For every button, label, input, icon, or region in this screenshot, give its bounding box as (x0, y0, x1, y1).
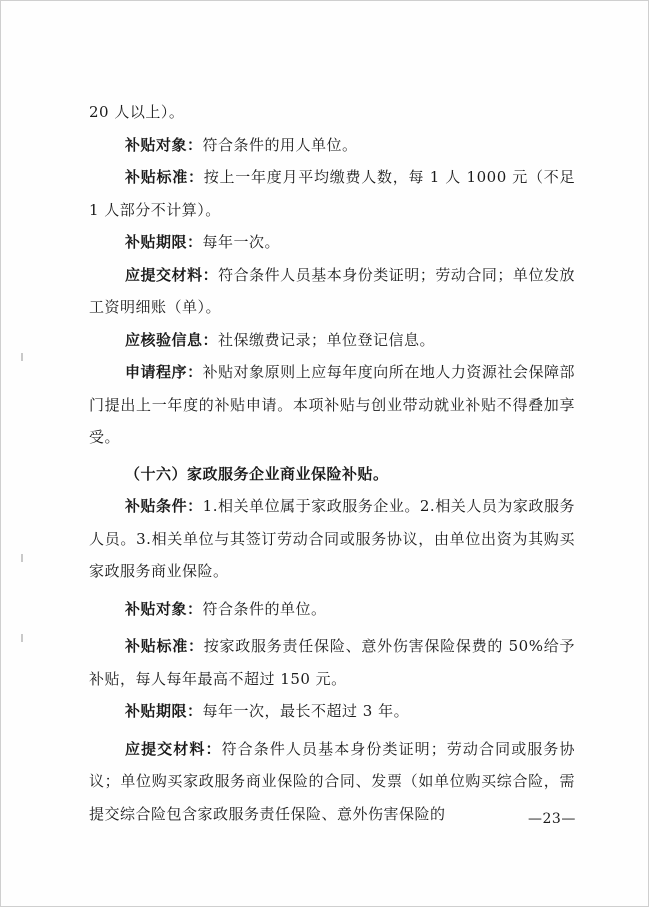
scan-edge-mark (21, 634, 23, 642)
text-subsidy-target: 符合条件的用人单位。 (202, 135, 358, 154)
text-subsidy-standard: 按上一年度月平均缴费人数，每 1 人 1000 元（不足 1 人部分不计算）。 (89, 168, 575, 219)
text-required-materials: 符合条件人员基本身份类证明；劳动合同；单位发放工资明细账（单）。 (89, 265, 575, 316)
paragraph-required-materials (89, 259, 575, 324)
label-required-materials-2: 应提交材料： (125, 739, 222, 758)
document-body (89, 96, 575, 830)
paragraph-subsidy-target-2 (89, 593, 575, 626)
continued-line (89, 96, 575, 129)
label-subsidy-period-2: 补贴期限： (125, 702, 203, 720)
text-subsidy-standard-2: 按家政服务责任保险、意外伤害保险保费的 50%给予补贴，每人每年最高不超过 150 元。 (89, 637, 575, 688)
paragraph-application-procedure (89, 356, 575, 454)
label-subsidy-conditions: 补贴条件： (125, 497, 203, 515)
paragraph-subsidy-standard (89, 161, 575, 226)
label-subsidy-period: 补贴期限： (125, 233, 203, 251)
continued-text: 20 人以上）。 (89, 103, 185, 121)
scan-edge-mark (21, 554, 23, 562)
label-application-procedure: 申请程序： (125, 363, 203, 381)
text-subsidy-period-2: 每年一次，最长不超过 3 年。 (202, 702, 410, 720)
section-heading: （十六）家政服务企业商业保险补贴。 (125, 464, 389, 483)
text-required-materials-2: 符合条件人员基本身份类证明；劳动合同或服务协议；单位购买家政服务商业保险的合同、发票（如单位购买综合险，需提交综合险包含家政服务责任保险、意外伤害保险的 (89, 739, 575, 823)
paragraph-subsidy-conditions (89, 490, 575, 588)
label-subsidy-standard-2: 补贴标准： (125, 637, 204, 655)
text-subsidy-conditions: 1.相关单位属于家政服务企业。2.相关人员为家政服务人员。3.相关单位与其签订劳动合同或服务协议，由单位出资为其购买家政服务商业保险。 (89, 497, 575, 580)
paragraph-subsidy-standard-2 (89, 630, 575, 695)
text-application-procedure: 补贴对象原则上应每年度向所在地人力资源社会保障部门提出上一年度的补贴申请。本项补贴与创业带动就业补贴不得叠加享受。 (89, 363, 575, 446)
label-subsidy-target: 补贴对象： (125, 135, 203, 154)
text-subsidy-period: 每年一次。 (202, 233, 281, 251)
page-number: —23— (528, 811, 576, 827)
text-verification-info: 社保缴费记录；单位登记信息。 (218, 330, 436, 349)
paragraph-subsidy-period (89, 226, 575, 259)
label-subsidy-standard: 补贴标准： (125, 168, 204, 186)
paragraph-verification-info (89, 324, 575, 357)
scan-edge-mark (21, 353, 23, 361)
text-subsidy-target-2: 符合条件的单位。 (202, 599, 327, 618)
paragraph-subsidy-period-2 (89, 695, 575, 728)
label-verification-info: 应核验信息： (125, 330, 219, 349)
label-subsidy-target-2: 补贴对象： (125, 599, 203, 618)
paragraph-required-materials-2 (89, 733, 575, 831)
paragraph-subsidy-target (89, 129, 575, 162)
label-required-materials: 应提交材料： (125, 265, 219, 284)
